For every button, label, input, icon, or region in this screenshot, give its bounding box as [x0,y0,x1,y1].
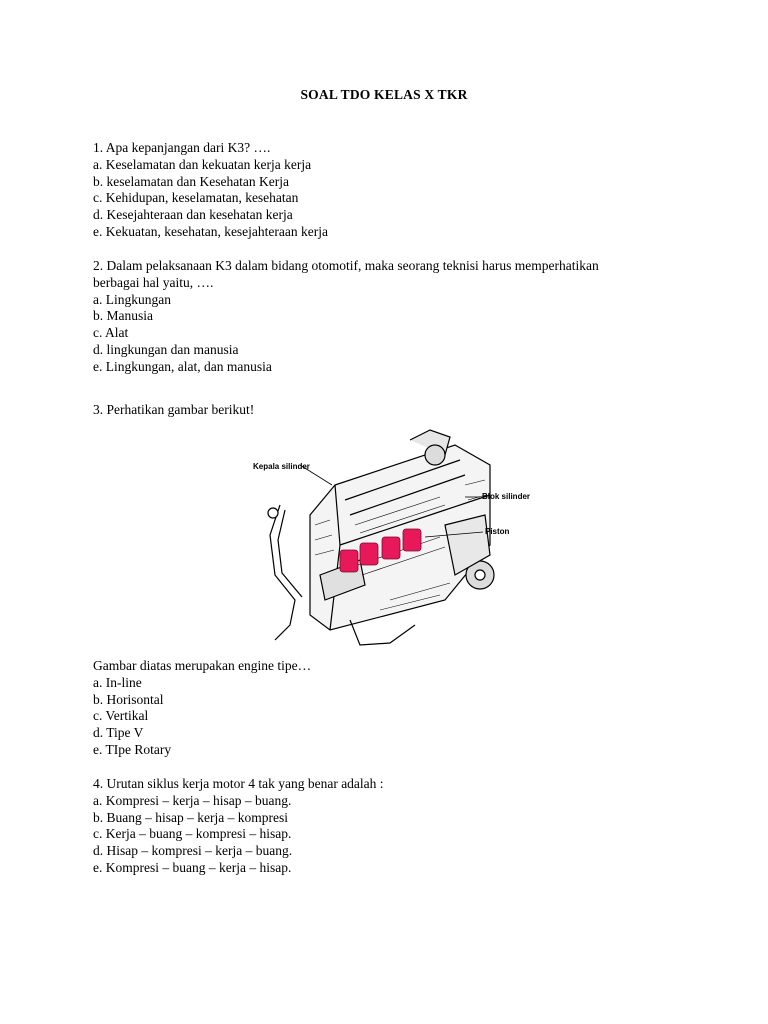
question-3-option-d: d. Tipe V [93,725,144,741]
engine-figure [240,425,540,655]
label-piston: Piston [485,527,510,536]
question-2-text-line1: 2. Dalam pelaksanaan K3 dalam bidang otomotif, maka seorang teknisi harus memperhatikan [93,258,599,273]
label-kepala-silinder: Kepala silinder [253,462,310,471]
engine-illustration [240,425,540,655]
question-3-option-a: a. In-line [93,674,142,690]
question-4-option-b: b. Buang – hisap – kerja – kompresi [93,809,288,825]
question-4-option-e: e. Kompresi – buang – kerja – hisap. [93,859,292,875]
question-1-text: 1. Apa kepanjangan dari K3? …. [93,140,271,155]
label-blok-silinder: Blok silinder [482,492,531,501]
question-1-option-b: b. keselamatan dan Kesehatan Kerja [93,173,290,189]
question-3-prompt: Gambar diatas merupakan engine tipe… [93,658,312,673]
question-1-option-d: d. Kesejahteraan dan kesehatan kerja [93,207,293,223]
question-4-option-a: a. Kompresi – kerja – hisap – buang. [93,792,292,808]
question-1-option-e: e. Kekuatan, kesehatan, kesejahteraan kerja [93,223,328,239]
question-3-text-block [93,402,693,419]
question-2-option-e: e. Lingkungan, alat, dan manusia [93,358,272,374]
question-4-text: 4. Urutan siklus kerja motor 4 tak yang benar adalah : [93,776,384,791]
question-2-text-line2: berbagai hal yaitu, …. [93,274,214,290]
question-2-option-a: a. Lingkungan [93,291,171,307]
page-title: SOAL TDO KELAS X TKR [300,87,468,102]
question-4-option-d: d. Hisap – kompresi – kerja – buang. [93,843,293,859]
question-2 [93,258,693,376]
question-1-option-a: a. Keselamatan dan kekuatan kerja kerja [93,156,312,172]
question-2-option-c: c. Alat [93,325,129,341]
question-2-option-d: d. lingkungan dan manusia [93,341,239,357]
question-3-option-e: e. TIpe Rotary [93,741,172,757]
question-3-option-b: b. Horisontal [93,691,164,707]
question-4 [93,776,693,877]
question-4-option-c: c. Kerja – buang – kompresi – hisap. [93,826,292,842]
question-3-text: 3. Perhatikan gambar berikut! [93,402,255,417]
question-1 [93,140,693,241]
question-1-option-c: c. Kehidupan, keselamatan, kesehatan [93,190,299,206]
question-2-option-b: b. Manusia [93,308,153,324]
question-3-options [93,658,693,759]
question-3-option-c: c. Vertikal [93,708,149,724]
